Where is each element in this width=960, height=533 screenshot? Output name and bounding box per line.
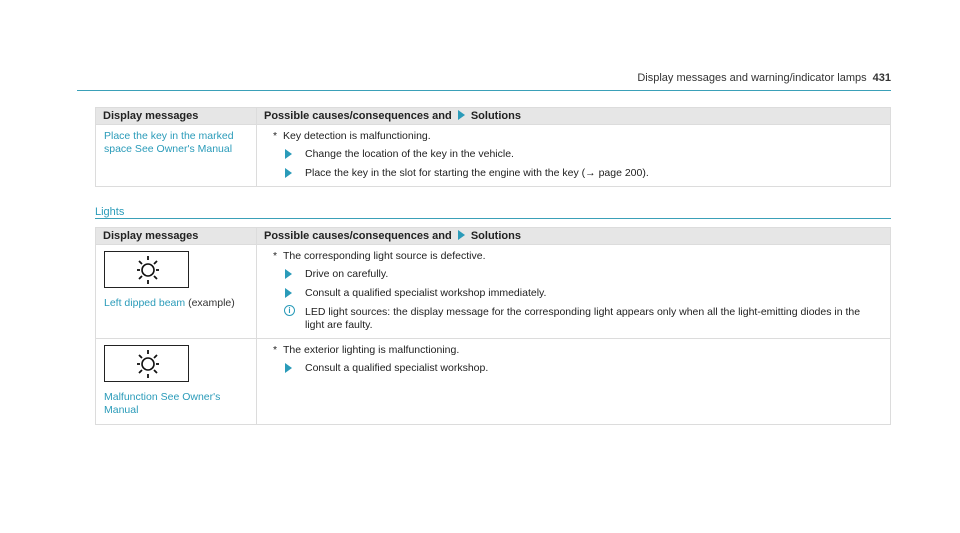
cause-marker: *	[273, 344, 278, 356]
section-title-lights: Lights	[95, 206, 125, 218]
lamp-symbol-box	[104, 251, 189, 288]
cause-item	[265, 130, 882, 143]
cause-item	[265, 344, 882, 357]
display-message-text: Left dipped beam	[104, 297, 186, 309]
message-cell	[96, 125, 257, 187]
display-message-text: Place the key in the marked space See Owner's Manual	[104, 130, 234, 155]
display-message-text: Malfunction See Owner's Manual	[104, 391, 221, 416]
header-rule	[77, 90, 891, 91]
solution-text: Drive on carefully.	[305, 268, 389, 280]
column-header-causes-label: Possible causes/consequences and	[264, 230, 452, 242]
step-arrow-icon	[285, 168, 292, 178]
step-arrow-icon	[285, 288, 292, 298]
low-beam-lamp-icon	[136, 349, 160, 379]
low-beam-lamp-icon	[136, 255, 160, 285]
column-header-solutions-label: Solutions	[470, 230, 521, 242]
solution-step	[265, 268, 882, 281]
solution-text: Place the key in the slot for starting the engine with the key (→ page 200).	[305, 167, 649, 179]
arrow-right-icon	[458, 110, 465, 120]
solution-step	[265, 362, 882, 375]
solution-text: Change the location of the key in the vehicle.	[305, 148, 514, 160]
column-header-causes	[257, 228, 891, 245]
message-cell	[96, 339, 257, 425]
cause-cell	[257, 339, 891, 425]
step-arrow-icon	[285, 363, 292, 373]
cause-cell	[257, 245, 891, 339]
column-header-causes	[257, 108, 891, 125]
info-icon: i	[284, 305, 295, 316]
column-header-causes-label: Possible causes/consequences and	[264, 110, 452, 122]
display-messages-table-key	[95, 107, 891, 187]
table-header-row	[96, 228, 891, 245]
step-arrow-icon	[285, 269, 292, 279]
lamp-symbol-box	[104, 345, 189, 382]
solution-text: Consult a qualified specialist workshop immediately.	[305, 287, 547, 299]
cause-item	[265, 250, 882, 263]
page-number: 431	[872, 72, 891, 84]
solution-step	[265, 287, 882, 300]
column-header-messages: Display messages	[96, 228, 257, 245]
message-cell	[96, 245, 257, 339]
cause-text: The corresponding light source is defective.	[283, 250, 486, 262]
step-arrow-icon	[285, 149, 292, 159]
page-header-title: Display messages and warning/indicator lamps	[637, 72, 867, 84]
cause-text: The exterior lighting is malfunctioning.	[283, 344, 460, 356]
table-row	[96, 125, 891, 187]
cause-cell	[257, 125, 891, 187]
display-messages-table-lights	[95, 227, 891, 425]
solution-text: Consult a qualified specialist workshop.	[305, 362, 489, 374]
display-message-suffix: (example)	[188, 297, 235, 309]
table-header-row	[96, 108, 891, 125]
arrow-right-icon	[458, 230, 465, 240]
section-rule	[95, 218, 891, 219]
table-row	[96, 245, 891, 339]
cause-text: Key detection is malfunctioning.	[283, 130, 431, 142]
solution-step	[265, 167, 882, 180]
column-header-messages: Display messages	[96, 108, 257, 125]
cause-marker: *	[273, 250, 278, 262]
page-header	[637, 72, 891, 84]
table-row	[96, 339, 891, 425]
solution-step	[265, 148, 882, 161]
info-note-text: LED light sources: the display message for the corresponding light appears only when all the light-emitting diodes in the light are faulty.	[305, 306, 861, 331]
cause-marker: *	[273, 130, 278, 142]
column-header-solutions-label: Solutions	[470, 110, 521, 122]
info-note	[265, 306, 882, 332]
